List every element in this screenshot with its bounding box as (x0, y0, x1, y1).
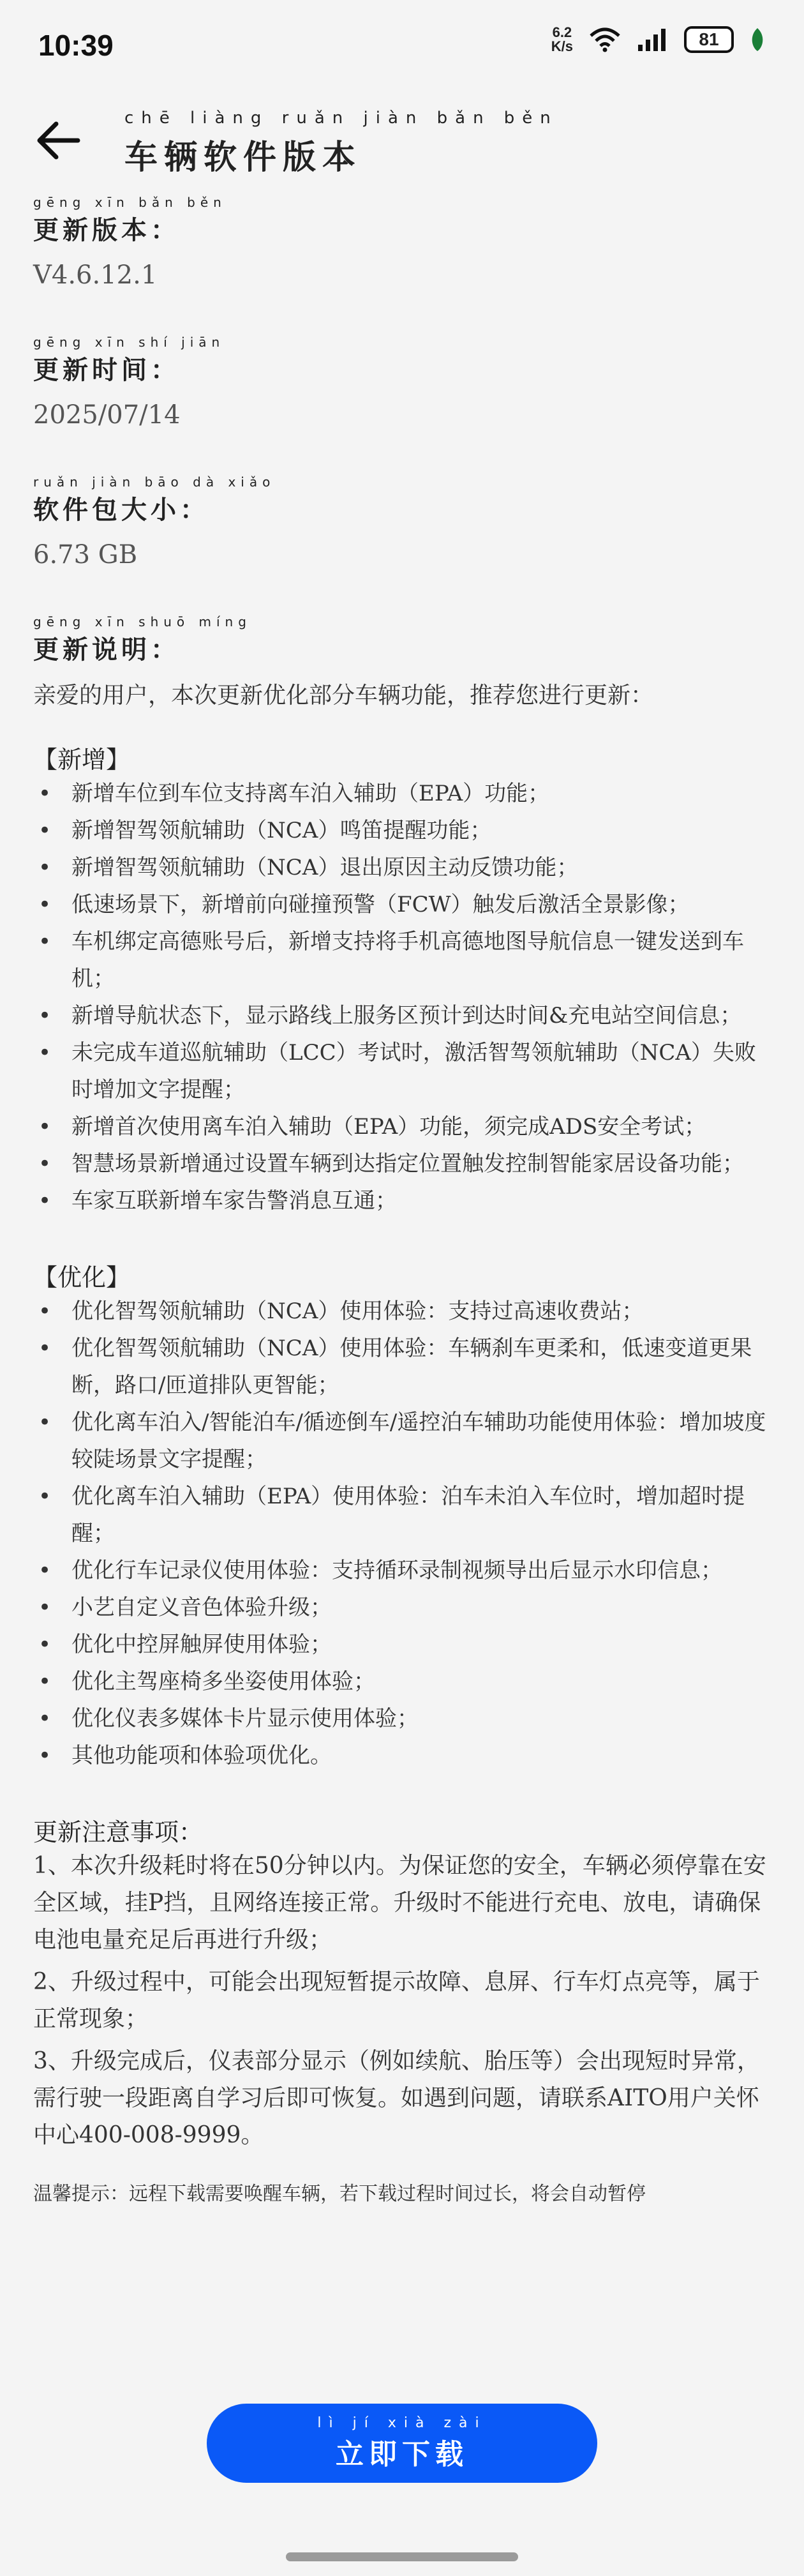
optimized-list (33, 1293, 767, 1774)
page-title (124, 109, 558, 178)
update-time-value: 2025/07/14 (33, 400, 181, 430)
list-item: • 优化离车泊入/智能泊车/循迹倒车/遥控泊车辅助功能使用体验：增加坡度较陡场景文字提醒； (33, 1404, 767, 1478)
version-value: V4.6.12.1 (33, 260, 158, 290)
list-item: • 车机绑定高德账号后，新增支持将手机高德地图导航信息一键发送到车机； (33, 923, 767, 997)
page-title-pinyin: chē liàng ruǎn jiàn bǎn běn (124, 109, 558, 128)
caution-item: 2、升级过程中，可能会出现短暂提示故障、息屏、行车灯点亮等，属于正常现象； (33, 1969, 760, 2032)
package-size-label: ruǎn jiàn bāo dà xiǎo 软件包大小： (33, 474, 276, 525)
reminder-tip: 温馨提示：远程下载需要唤醒车辆，若下载过程时间过长，将会自动暂停 (33, 2183, 646, 2205)
list-item: • 低速场景下，新增前向碰撞预警（FCW）触发后激活全景影像； (33, 886, 767, 923)
list-item: • 优化智驾领航辅助（NCA）使用体验：支持过高速收费站； (33, 1293, 767, 1330)
list-item: • 优化中控屏触屏使用体验； (33, 1626, 767, 1663)
download-button-label: 立即下载 (336, 2438, 468, 2470)
list-item: • 新增智驾领航辅助（NCA）鸣笛提醒功能； (33, 812, 767, 849)
status-icons (551, 26, 766, 54)
status-time: 10:39 (38, 29, 114, 62)
page-header (0, 102, 804, 179)
added-list (33, 775, 767, 1219)
update-notes-label: gēng xīn shuō míng 更新说明： (33, 614, 251, 665)
signal-icon (637, 27, 669, 52)
leaf-icon (749, 27, 766, 52)
caution-item: 3、升级完成后，仪表部分显示（例如续航、胎压等）会出现短时异常，需行驶一段距离自学习后即可恢复。如遇到问题，请联系AITO用户关怀中心400-008-9999。 (33, 2048, 760, 2148)
cautions-heading: 更新注意事项： (33, 1818, 204, 1846)
list-item: • 车家互联新增车家告警消息互通； (33, 1182, 767, 1219)
list-item: • 未完成车道巡航辅助（LCC）考试时，激活智驾领航辅助（NCA）失败时增加文字提醒； (33, 1034, 767, 1108)
added-section-heading: 【新增】 (33, 746, 131, 774)
list-item: • 小艺自定义音色体验升级； (33, 1589, 767, 1626)
list-item: • 优化离车泊入辅助（EPA）使用体验：泊车未泊入车位时，增加超时提醒； (33, 1478, 767, 1552)
home-indicator[interactable] (286, 2552, 518, 2561)
back-arrow-icon[interactable] (33, 115, 84, 166)
page-title-text: 车辆软件版本 (124, 138, 362, 177)
list-item: • 新增首次使用离车泊入辅助（EPA）功能，须完成ADS安全考试； (33, 1108, 767, 1145)
list-item: • 新增智驾领航辅助（NCA）退出原因主动反馈功能； (33, 849, 767, 886)
update-time-label: gēng xīn shí jiān 更新时间： (33, 335, 225, 385)
caution-item: 1、本次升级耗时将在50分钟以内。为保证您的安全，车辆必须停靠在安全区域，挂P挡，且网络连接正常。升级时不能进行充电、放电，请确保电池电量充足后再进行升级； (33, 1853, 766, 1953)
status-bar (0, 0, 804, 96)
download-button-pinyin: lì jí xià zài (317, 2414, 487, 2431)
list-item: • 优化行车记录仪使用体验：支持循环录制视频导出后显示水印信息； (33, 1552, 767, 1589)
download-now-button[interactable] (207, 2404, 597, 2483)
battery-icon: 81 (684, 26, 734, 53)
list-item: • 新增车位到车位支持离车泊入辅助（EPA）功能； (33, 775, 767, 812)
list-item: • 智慧场景新增通过设置车辆到达指定位置触发控制智能家居设备功能； (33, 1145, 767, 1182)
notes-intro: 亲爱的用户，本次更新优化部分车辆功能，推荐您进行更新： (33, 682, 654, 709)
list-item: • 优化仪表多媒体卡片显示使用体验； (33, 1700, 767, 1737)
network-speed: 6.2 K/s (551, 24, 573, 54)
list-item: • 优化智驾领航辅助（NCA）使用体验：车辆刹车更柔和，低速变道更果断，路口/匝道排队更智能； (33, 1330, 767, 1404)
update-details (33, 195, 767, 2209)
list-item: • 其他功能项和体验项优化。 (33, 1737, 767, 1774)
package-size-value: 6.73 GB (33, 540, 138, 569)
version-label: gēng xīn bǎn běn 更新版本： (33, 195, 227, 245)
wifi-icon (588, 27, 622, 52)
optimized-section-heading: 【优化】 (33, 1263, 131, 1292)
list-item: • 优化主驾座椅多坐姿使用体验； (33, 1663, 767, 1700)
list-item: • 新增导航状态下，显示路线上服务区预计到达时间&充电站空间信息； (33, 997, 767, 1034)
